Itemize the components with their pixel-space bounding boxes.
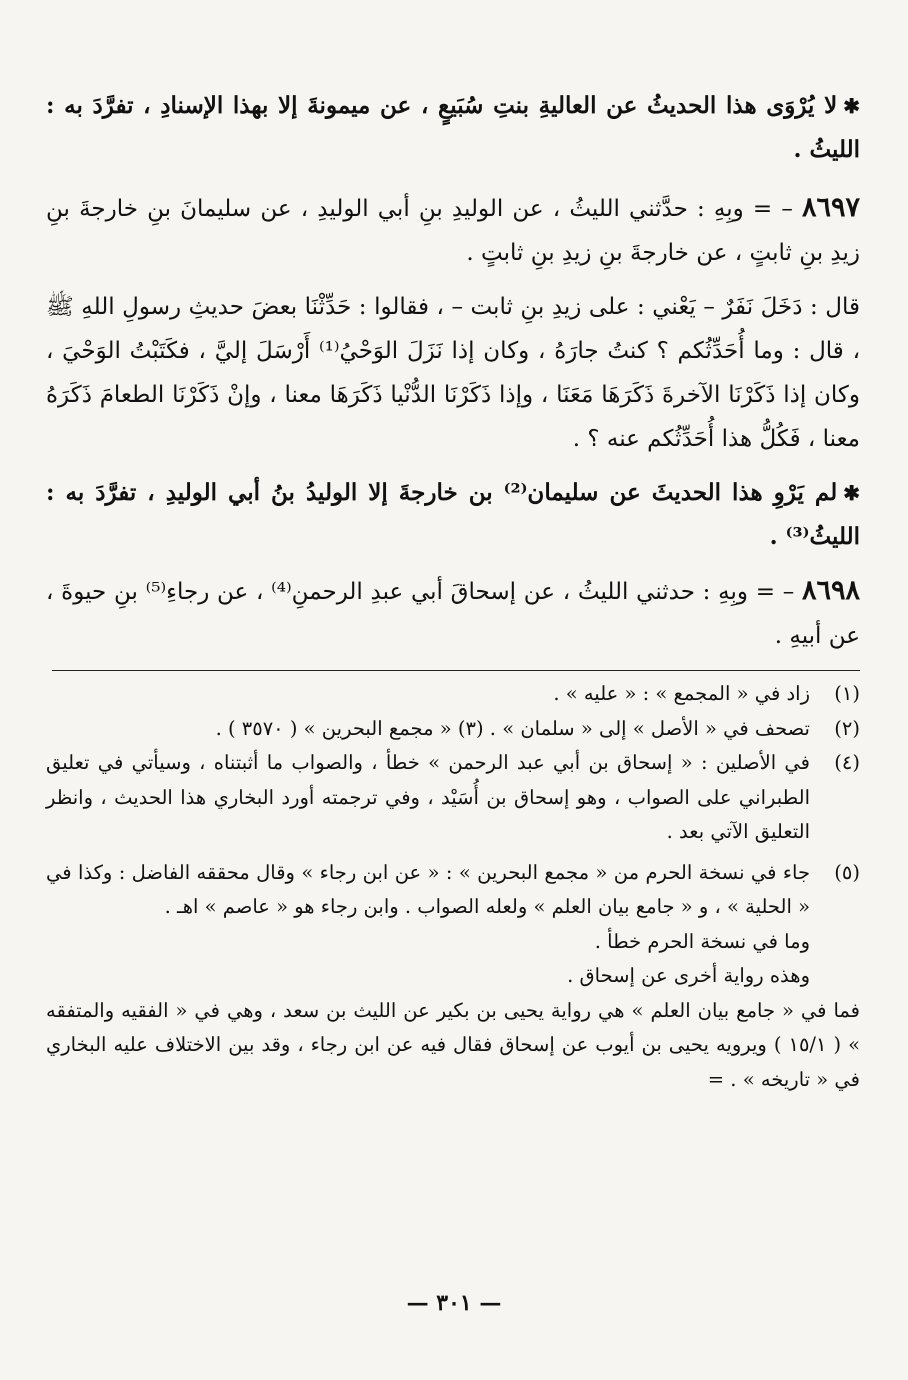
footnote-5-line-3: وهذه رواية أخرى عن إسحاق . — [567, 964, 810, 987]
hadith-8698: ٨٦٩٨ – = وبِهِ : حدثني الليثُ ، عن إسحاقَ أبي عبدِ الرحمنِ⁽⁴⁾ ، عن رجاءِ⁽⁵⁾ بنِ حيوةَ ، عن أبيهِ . — [46, 575, 860, 649]
footnote-number: (٢) — [834, 716, 860, 740]
hadith-note-2: ✱لم يَرْوِ هذا الحديثَ عن سليمان⁽²⁾ بن خارجةَ إلا الوليدُ بنُ أبي الوليدِ ، تفرَّدَ به : الليثُ⁽³⁾ . — [46, 479, 860, 550]
footnote-number: (٥) — [834, 860, 860, 884]
hadith-8697: ٨٦٩٧ – = وبِهِ : حدَّثني الليثُ ، عن الوليدِ بنِ أبي الوليدِ ، عن سليمانَ بنِ خارجةَ بنِ زيدِ بنِ ثابتٍ ، عن خارجةَ بنِ زيدِ بنِ ثابتٍ . — [46, 192, 860, 266]
footnote-2-3: (٢) تصحف في « الأصل » إلى « سلمان » . (٣) « مجمع البحرين » ( ٣٥٧٠ ) . — [46, 712, 860, 747]
footnote-5-line-2: وما في نسخة الحرم خطأ . — [594, 929, 810, 953]
hadith-number: ٨٦٩٧ — [801, 192, 860, 223]
hadith-number: ٨٦٩٨ — [801, 575, 860, 606]
asterisk-icon: ✱ — [843, 94, 860, 118]
footnote-4: (٤) في الأصلين : « إسحاق بن أبي عبد الرحمن » خطأ ، والصواب ما أثبتناه ، وسيأتي في تعليق الطبراني على الصواب ، وهو إسحاق بن أُسَيْد ، وفي ترجمته أورد البخاري هذا الحديث ، وانظر التعليق الآتي بعد . — [46, 746, 860, 850]
footnote-5-line-4: فما في « جامع بيان العلم » هي رواية يحيى بن بكير عن الليث بن سعد ، وهي في « الفقيه والمتفقه » ( ١٥/١ ) ويرويه يحيى بن أيوب عن إسحاق فقال فيه عن ابن رجاء ، وقد بين الاختلاف عليه البخاري في « تاريخه » . = — [46, 998, 861, 1091]
footnote-number: (٤) — [834, 751, 860, 774]
page-number: — ٣٠١ — — [406, 1290, 502, 1316]
footnote-5: (٥) جاء في نسخة الحرم من « مجمع البحرين » : « عن ابن رجاء » وقال محققه الفاضل : وكذا في « الحلية » ، و « جامع بيان العلم » ولعله الصواب . وابن رجاء هو « عاصم » اهـ . — [46, 856, 860, 925]
hadith-note-1: ✱لا يُرْوَى هذا الحديثُ عن العاليةِ بنتِ سُبَيعٍ ، عن ميمونةَ إلا بهذا الإسنادِ ، تفرَّدَ به : الليثُ . — [46, 92, 860, 163]
footnote-1: (١) زاد في « المجمع » : « عليه » . — [46, 677, 860, 712]
hadith-8697-text: قال : دَخَلَ نَفَرٌ – يَعْني : على زيدِ بنِ ثابت – ، فقالوا : حَدِّثْنَا بعضَ حديثِ رسولِ اللهِ ﷺ ، قال : وما أُحَدِّثُكم ؟ كنتُ جارَهُ ، وكان إذا نَزَلَ الوَحْيُ⁽¹⁾ أَرْسَلَ إليَّ ، فكَتَبْتُ الوَحْيَ ، وكان إذا ذَكَرْنَا الآخرةَ ذَكَرَهَا مَعَنَا ، وإذا ذَكَرْنَا الدُّنْيا ذَكَرَهَا معنا ، وإنْ ذَكَرْنَا الطعامَ ذَكَرَهُ معنا ، فَكُلُّ هذا أُحَدِّثُكم عنه ؟ . — [46, 294, 860, 452]
footnote-divider — [52, 670, 860, 671]
asterisk-icon: ✱ — [843, 481, 860, 505]
footnote-number: (١) — [834, 682, 860, 705]
